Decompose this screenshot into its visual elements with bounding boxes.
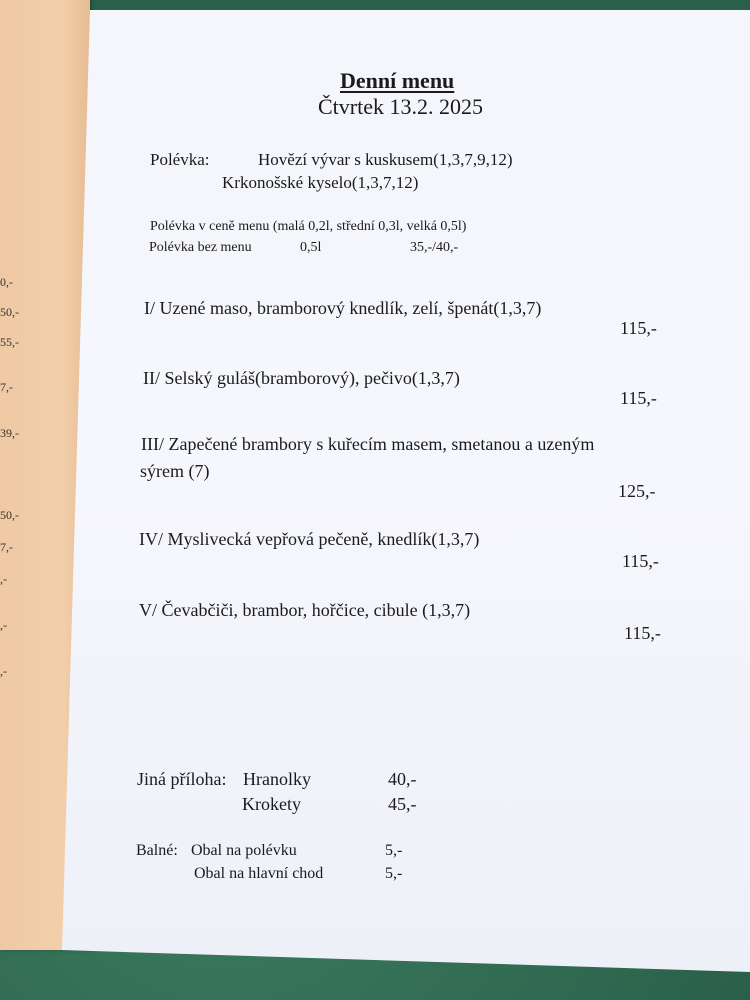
menu-title: Denní menu bbox=[340, 68, 455, 93]
dish-price: 115,- bbox=[624, 623, 661, 643]
back-price: 50,- bbox=[0, 508, 19, 522]
soup-item: Krkonošské kyselo(1,3,7,12) bbox=[222, 173, 419, 192]
side-price: 40,- bbox=[388, 769, 417, 789]
packaging-label: Balné: bbox=[136, 842, 178, 859]
soup-item: Hovězí vývar s kuskusem(1,3,7,9,12) bbox=[258, 150, 513, 169]
dish-price: 115,- bbox=[622, 551, 659, 571]
back-price: ,- bbox=[0, 572, 7, 586]
soup-no-menu-size: 0,5l bbox=[300, 240, 322, 255]
soup-no-menu-price: 35,-/40,- bbox=[410, 240, 459, 255]
packaging-price: 5,- bbox=[385, 865, 403, 882]
side-item: Krokety bbox=[242, 794, 301, 814]
side-item: Hranolky bbox=[243, 769, 311, 789]
dish-price: 115,- bbox=[620, 318, 657, 338]
dish-price: 125,- bbox=[618, 481, 656, 501]
dish-item-line2: sýrem (7) bbox=[140, 461, 210, 481]
back-price: ,- bbox=[0, 618, 7, 632]
dish-item: IV/ Myslivecká vepřová pečeně, knedlík(1,3,7) bbox=[139, 529, 480, 549]
side-price: 45,- bbox=[388, 794, 417, 814]
dish-price: 115,- bbox=[620, 388, 657, 408]
soup-label: Polévka: bbox=[150, 150, 210, 169]
sides-label: Jiná příloha: bbox=[137, 769, 227, 789]
back-price: 55,- bbox=[0, 335, 19, 349]
menu-date: Čtvrtek 13.2. 2025 bbox=[318, 94, 483, 119]
dish-item: III/ Zapečené brambory s kuřecím masem, smetanou a uzeným bbox=[141, 434, 595, 454]
back-price: 7,- bbox=[0, 540, 13, 554]
packaging-price: 5,- bbox=[385, 842, 403, 859]
soup-note: Polévka v ceně menu (malá 0,2l, střední 0,3l, velká 0,5l) bbox=[150, 219, 467, 234]
back-price: 7,- bbox=[0, 380, 13, 394]
packaging-item: Obal na hlavní chod bbox=[194, 865, 324, 882]
packaging-item: Obal na polévku bbox=[191, 842, 297, 859]
dish-item: I/ Uzené maso, bramborový knedlík, zelí, špenát(1,3,7) bbox=[144, 298, 542, 318]
back-price: ,- bbox=[0, 664, 7, 678]
dish-item: V/ Čevabčiči, brambor, hořčice, cibule (1,3,7) bbox=[139, 600, 471, 620]
dish-item: II/ Selský guláš(bramborový), pečivo(1,3,7) bbox=[143, 368, 460, 388]
back-price: 39,- bbox=[0, 426, 19, 440]
back-price: 0,- bbox=[0, 275, 13, 289]
back-price: 50,- bbox=[0, 305, 19, 319]
soup-no-menu-label: Polévka bez menu bbox=[149, 240, 252, 255]
